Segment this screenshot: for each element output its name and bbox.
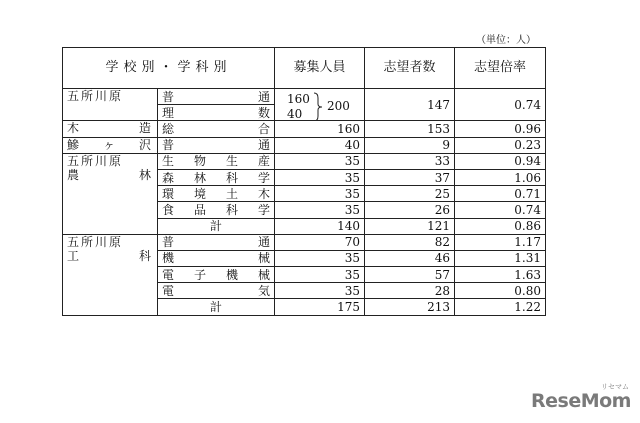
dept-label: 電 気 [162, 283, 271, 298]
capacity-combined-value: 200 [327, 99, 350, 113]
dept-cell [158, 250, 275, 266]
capacity-value: 160 [275, 121, 365, 137]
table-row [63, 234, 546, 250]
applicants-value: 82 [365, 234, 455, 250]
capacity-value: 160 [287, 92, 310, 106]
ratio-value: 1.06 [455, 169, 546, 185]
capacity-value: 70 [275, 234, 365, 250]
unit-label: （単位：人） [476, 35, 536, 46]
applicants-value: 57 [365, 267, 455, 283]
ratio-value: 0.74 [455, 89, 546, 121]
capacity-value: 40 [287, 107, 303, 121]
school-name: 五所川原 [63, 89, 158, 121]
total-applicants: 121 [365, 218, 455, 234]
capacity-combined-cell [275, 89, 365, 121]
ratio-value: 0.96 [455, 121, 546, 137]
dept-label: 環 境 土 木 [162, 186, 271, 201]
ratio-value: 0.94 [455, 153, 546, 169]
capacity-value: 35 [275, 153, 365, 169]
total-capacity: 175 [275, 299, 365, 315]
table-row [63, 153, 546, 169]
capacity-value: 35 [275, 202, 365, 218]
school-name [63, 234, 158, 315]
total-ratio: 0.86 [455, 218, 546, 234]
capacity-value: 40 [275, 137, 365, 153]
ratio-value: 1.63 [455, 267, 546, 283]
total-ratio: 1.22 [455, 299, 546, 315]
total-applicants: 213 [365, 299, 455, 315]
ratio-value: 0.80 [455, 283, 546, 299]
applicants-value: 25 [365, 186, 455, 202]
dept-label: 食 品 科 学 [162, 202, 271, 217]
school-label: 木 造 [67, 121, 153, 136]
ratio-value: 0.74 [455, 202, 546, 218]
dept-cell [158, 121, 275, 137]
dept-cell [158, 267, 275, 283]
capacity-value: 35 [275, 250, 365, 266]
capacity-brace-group [279, 92, 353, 120]
school-name [63, 121, 158, 137]
school-name [63, 137, 158, 153]
dept-label: 生 物 生 産 [162, 154, 271, 169]
school-name [63, 153, 158, 234]
total-capacity: 140 [275, 218, 365, 234]
capacity-value: 35 [275, 186, 365, 202]
applicants-value: 9 [365, 137, 455, 153]
dept-label: 普 通 [162, 89, 271, 104]
ratio-value: 0.71 [455, 186, 546, 202]
resemom-logo [531, 383, 631, 412]
header-applicants: 志望者数 [365, 48, 455, 89]
dept-label: 普 通 [162, 138, 271, 153]
dept-label: 理 数 [162, 105, 271, 120]
capacity-value: 35 [275, 267, 365, 283]
dept-cell [158, 283, 275, 299]
school-label-line1: 五所川原 [67, 153, 124, 168]
ratio-value: 0.23 [455, 137, 546, 153]
school-label: 鰺 ヶ 沢 [67, 137, 153, 152]
dept-cell [158, 202, 275, 218]
brace-icon [313, 92, 323, 121]
applicants-value: 28 [365, 283, 455, 299]
dept-cell [158, 89, 275, 105]
dept-label: 電 子 機 械 [162, 267, 271, 282]
capacity-value: 35 [275, 283, 365, 299]
school-label-line2: 工 科 [67, 248, 153, 263]
school-label-line1: 五所川原 [67, 234, 124, 249]
applicants-value: 153 [365, 121, 455, 137]
dept-cell [158, 169, 275, 185]
dept-cell [158, 153, 275, 169]
dept-cell [158, 186, 275, 202]
applicants-value: 33 [365, 153, 455, 169]
dept-cell [158, 234, 275, 250]
applicants-value: 46 [365, 250, 455, 266]
school-label-line2: 農 林 [67, 167, 153, 182]
applicants-value: 26 [365, 202, 455, 218]
logo-text: ReseMom [531, 390, 631, 412]
table-row [63, 121, 546, 137]
capacity-value: 35 [275, 169, 365, 185]
dept-cell [158, 137, 275, 153]
applicants-value: 37 [365, 169, 455, 185]
dept-cell [158, 105, 275, 121]
dept-label: 普 通 [162, 235, 271, 250]
logo-subtext: リセマム [601, 383, 629, 391]
ratio-value: 1.17 [455, 234, 546, 250]
header-ratio: 志望倍率 [455, 48, 546, 89]
table-row [63, 89, 546, 105]
dept-label: 森 林 科 学 [162, 170, 271, 185]
dept-label: 総 合 [162, 121, 271, 136]
header-row [63, 48, 546, 89]
table-row [63, 137, 546, 153]
ratio-value: 1.31 [455, 250, 546, 266]
applicants-table [62, 47, 546, 316]
total-label: 計 [158, 299, 275, 315]
header-capacity: 募集人員 [275, 48, 365, 89]
header-school-dept: 学校別・学科別 [63, 48, 275, 89]
applicants-value: 147 [365, 89, 455, 121]
dept-label: 機 械 [162, 251, 271, 266]
total-label: 計 [158, 218, 275, 234]
